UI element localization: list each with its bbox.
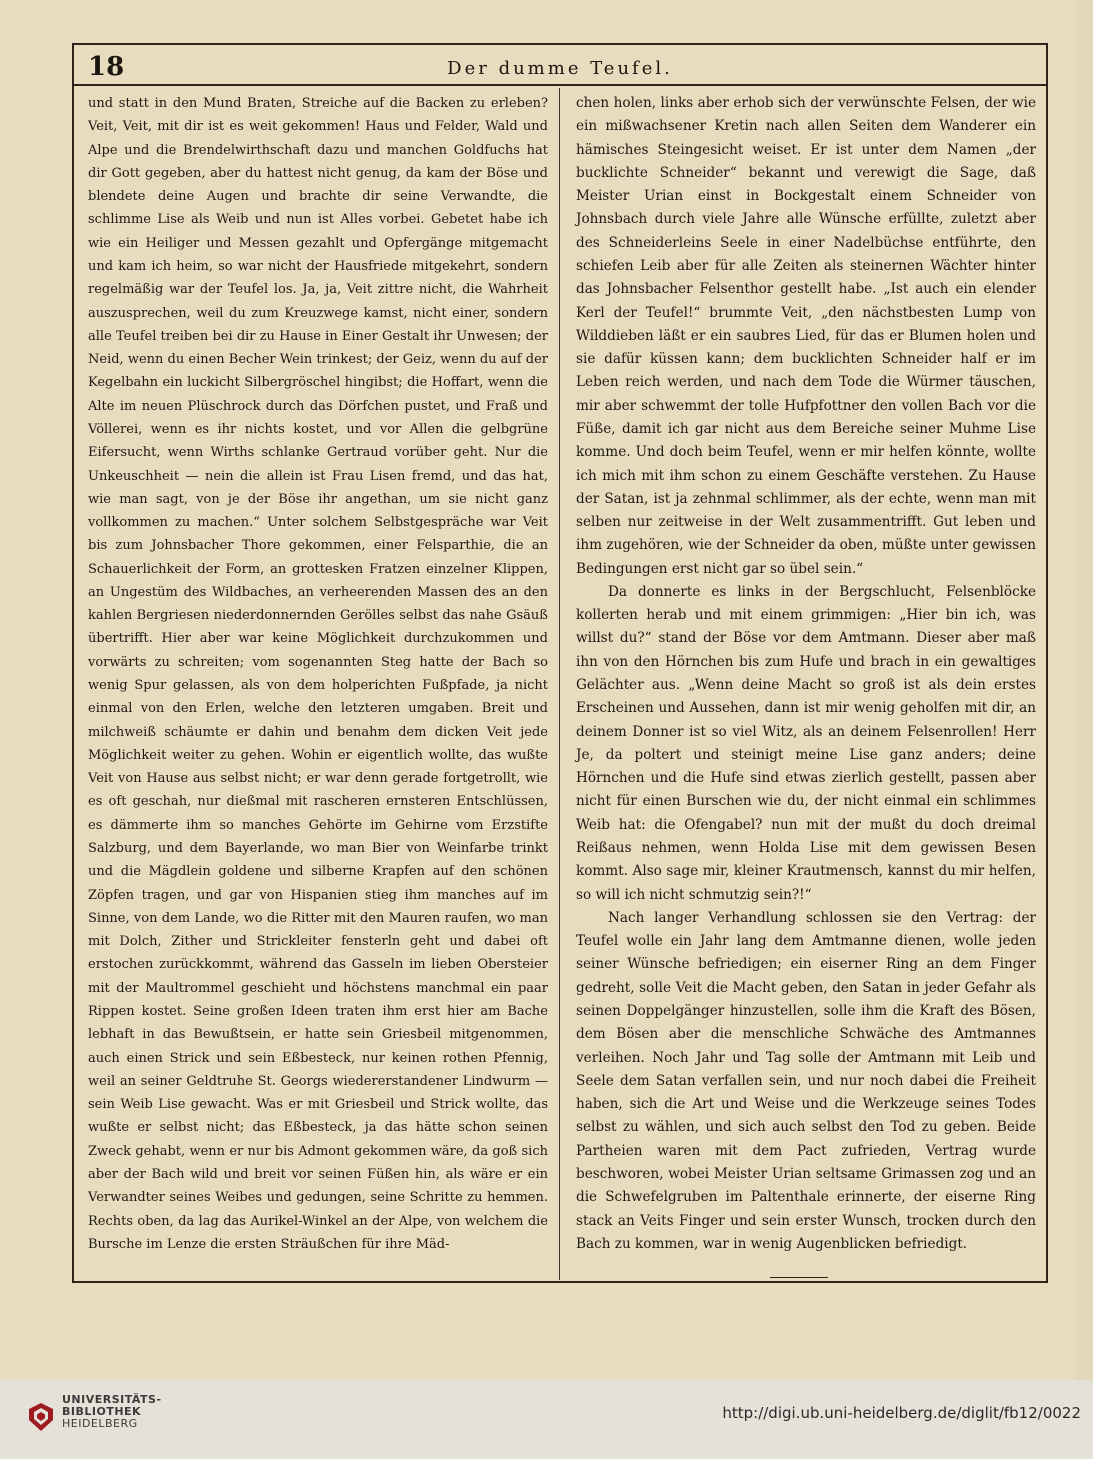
source-url[interactable]: http://digi.ub.uni-heidelberg.de/diglit/fb12/0022 bbox=[722, 1404, 1081, 1422]
library-name bbox=[62, 1394, 162, 1430]
library-name-line: UNIVERSITÄTS- bbox=[62, 1393, 162, 1406]
end-rule bbox=[770, 1277, 828, 1278]
page-number: 18 bbox=[88, 52, 125, 82]
library-name-line: BIBLIOTHEK bbox=[62, 1405, 142, 1418]
header-rule bbox=[72, 84, 1048, 86]
left-column bbox=[88, 92, 548, 1256]
library-name-line: HEIDELBERG bbox=[62, 1417, 138, 1430]
right-column bbox=[576, 92, 1036, 1256]
paragraph: Nach langer Verhandlung schlossen sie den Vertrag: der Teufel wolle ein Jahr lang dem Amtmanne dienen, wolle jeden seiner Wünsche befriedigen; ein eiserner Ring an dem Finger gedreht, solle Veit die Macht geben, den Satan in jeder Gefahr als seinen Doppelgänger hinzustellen, solle ihm die Kraft des Bösen, dem Bösen aber die menschliche Schwäche des Amtmannes verleihen. Noch Jahr und Tag solle der Amtmann mit Leib und Seele dem Satan verfallen sein, und nur noch dabei die Freiheit haben, sich die Art und Weise und die Werkzeuge seines Todes selbst zu wählen, und sich auch selbst den Tod zu geben. Beide Partheien waren mit dem Pact zufrieden, Vertrag wurde beschworen, wobei Meister Urian seltsame Grimassen zog und an die Schwefelgruben im Paltenthale erinnerte, der eiserne Ring stack an Veits Finger und sein erster Wunsch, trocken durch den Bach zu kommen, war in wenig Augenblicken befriedigt. bbox=[576, 909, 1036, 1252]
paragraph: Da donnerte es links in der Bergschlucht, Felsenblöcke kollerten herab und mit einem grimmigen: „Hier bin ich, was willst du?“ stand der Böse vor dem Amtmann. Dieser aber maß ihn von den Hörnchen bis zum Hufe und brach in ein gewaltiges Gelächter aus. „Wenn deine Macht so groß ist als dein erstes Erscheinen und Aussehen, dann ist mir wenig geholfen mit dir, an deinem Donner ist so viel Witz, als an deinem Felsenrollen! Herr Je, da poltert und steinigt meine Lise ganz anders; deine Hörnchen und die Hufe sind etwas zierlich gestellt, passen aber nicht für einen Burschen wie du, der nicht einmal ein schlimmes Weib hat: die Ofengabel? nun mit der mußt du doch dreimal Reißaus nehmen, wenn Holda Lise mit dem gewissen Besen kommt. Also sage mir, kleiner Krautmensch, kannst du mir helfen, so will ich nicht schmutzig sein?!“ bbox=[576, 583, 1036, 903]
running-title: Der dumme Teufel. bbox=[447, 58, 673, 79]
paragraph: chen holen, links aber erhob sich der verwünschte Felsen, der wie ein mißwachsener Kretin nach allen Seiten dem Wanderer ein hämisches Steingesicht weiset. Er ist unter dem Namen „der bucklichte Schneider“ bekannt und verewigt die Sage, daß Meister Urian einst in Bockgestalt einem Schneider von Johnsbach durch viele Jahre alle Wünsche erfüllte, zuletzt aber des Schneiderleins Seele in einer Nadelbüchse entführte, den schiefen Leib aber für alle Zeiten als steinernen Wächter hinter das Johnsbacher Felsenthor gestellt habe. „Ist auch ein elender Kerl der Teufel!“ brummte Veit, „den nächstbesten Lump von Wilddieben läßt er ein saubres Lied, für das er Blumen holen und sie dafür küssen kann; dem bucklichten Schneider half er im Leben reich werden, und nach dem Tode die Würmer täuschen, mir aber schwemmt der tolle Hufpfottner den vollen Bach vor die Füße, damit ich gar nicht aus dem Bereiche seiner Muhme Lise komme. Und doch beim Teufel, wenn er mir helfen könnte, wollte ich mich mit ihm schon zu einem Geschäfte verstehen. Zu Hause der Satan, ist ja zehnmal schlimmer, als der echte, wenn man mit selben nur zeitweise in der Welt zusammentrifft. Gut leben und ihm zugehören, wie der Schneider da oben, müßte unter gewissen Bedingungen erst nicht gar so übel sein.“ bbox=[576, 95, 1036, 577]
paragraph: und statt in den Mund Braten, Streiche auf die Backen zu erleben? Veit, Veit, mit dir ist es weit gekommen! Haus und Felder, Wald und Alpe und die Brendelwirthschaft dazu und manchen Goldfuchs hat dir Gott gegeben, aber du hattest nicht genug, da kam der Böse und blendete deine Augen und brachte dir seine Verwandte, die schlimme Lise als Weib und nun ist Alles vorbei. Gebetet habe ich wie ein Heiliger und Messen gezahlt und Opfergänge mitgemacht und kam ich heim, so war nicht der Hausfriede mitgekehrt, sondern regelmäßig war der Teufel los. Ja, ja, Veit zittre nicht, die Wahrheit auszusprechen, weil du zum Kreuzwege kamst, nicht einer, sondern alle Teufel treiben bei dir zu Hause in Einer Gestalt ihr Unwesen; der Neid, wenn du einen Becher Wein trinkest; der Geiz, wenn du auf der Kegelbahn ein luckicht Silbergröschel hingibst; die Hoffart, wenn die Alte im neuen Plüschrock durch das Dörfchen pustet, und Fraß und Völlerei, wenn es ihr nichts kostet, und vor Allen die gelbgrüne Eifersucht, wenn Wirths schlanke Gertraud vorüber geht. Nur die Unkeuschheit — nein die allein ist Frau Lisen fremd, und das hat, wie man sagt, von je der Böse ihr angethan, um sie nicht ganz vollkommen zu machen.“ Unter solchem Selbstgespräche war Veit bis zum Johnsbacher Thore gekommen, einer Felsparthie, die an Schauerlichkeit der Form, an grottesken Fratzen einzelner Klippen, an Ungestüm des Wildbaches, an verheerenden Massen des an den kahlen Bergriesen niederdonnernden Gerölles selbst das nahe Gsäuß übertrifft. Hier aber war keine Möglichkeit durchzukommen und vorwärts zu schreiten; vom sogenannten Steg hatte der Bach so wenig Spur gelassen, als von dem holperichten Fußpfade, ja nicht einmal von den Erlen, welche den letzteren umgaben. Breit und milchweiß schäumte er dahin und benahm dem dicken Veit jede Möglichkeit weiter zu gehen. Wohin er eigentlich wollte, das wußte Veit von Hause aus selbst nicht; er war denn gerade fortgetrollt, wie es oft geschah, nur dießmal mit rascheren ernsteren Entschlüssen, es dämmerte ihm so manches Gehörte im Gehirne vom Erzstifte Salzburg, und dem Bayerlande, wo man Bier von Weinfarbe trinkt und die Mägdlein goldene und silberne Krapfen auf den schönen Zöpfen tragen, und gar von Hispanien stieg ihm manches auf im Sinne, von dem Lande, wo die Ritter mit den Mauren raufen, wo man mit Dolch, Zither und Strickleiter fensterln geht und dabei oft erstochen zurückkommt, während das Gasseln im lieben Obersteier mit der Maultrommel geschieht und höchstens manchmal ein paar Rippen kostet. Seine großen Ideen traten ihm erst hier am Bache lebhaft in das Bewußtsein, er hatte sein Griesbeil mitgenommen, auch einen Strick und sein Eßbesteck, nur keinen rothen Pfennig, weil an seiner Geldtruhe St. Georgs wiedererstandener Lindwurm — sein Weib Lise gewacht. Was er mit Griesbeil und Strick wollte, das wußte er selbst nicht; das Eßbesteck, ja das hätte schon seinen Zweck gehabt, wenn er nur bis Admont gekommen wäre, da goß sich aber der Bach wild und breit vor seinen Füßen hin, als wäre er ein Verwandter seines Weibes und gedungen, seine Schritte zu hemmen. Rechts oben, da lag das Aurikel-Winkel an der Alpe, von welchem die Bursche im Lenze die ersten Sträußchen für ihre Mäd- bbox=[88, 96, 548, 1252]
column-divider bbox=[559, 88, 560, 1280]
library-logo-icon bbox=[28, 1402, 54, 1432]
library-footer bbox=[0, 1380, 1093, 1459]
